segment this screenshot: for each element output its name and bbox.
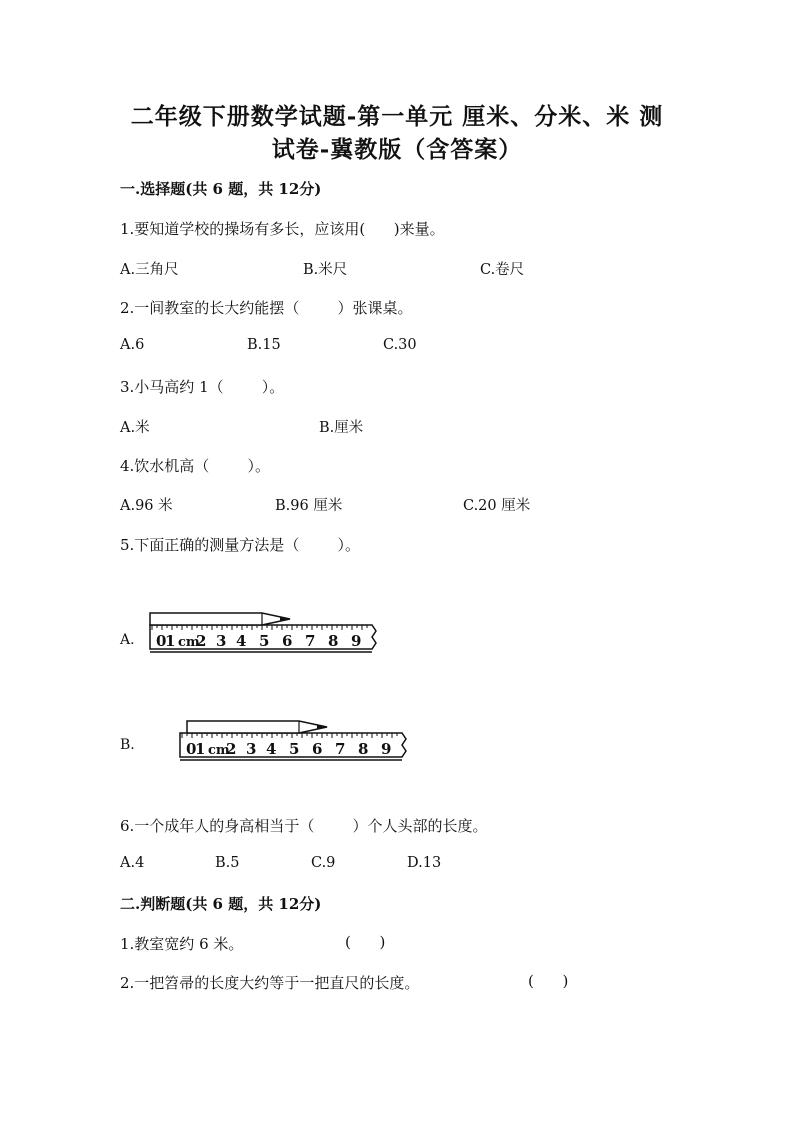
- ruler-label-a: 0: [156, 632, 167, 650]
- question-2-option-a: A.6: [120, 337, 145, 353]
- ruler-label-a: 7: [305, 632, 316, 650]
- ruler-label-b: 0: [186, 740, 197, 758]
- question-2-option-c: C.30: [383, 337, 417, 353]
- ruler-label-a: 2: [196, 632, 207, 650]
- ruler-label-b: 9: [381, 740, 392, 758]
- question-2: 2.一间教室的长大约能摆（ ）张课桌。: [120, 299, 413, 317]
- question-3-option-b: B.厘米: [319, 420, 364, 436]
- question-1-option-b: B.米尺: [303, 262, 348, 278]
- ruler-diagram-a: [140, 605, 400, 665]
- ruler-label-a: 9: [351, 632, 362, 650]
- ruler-label-b: 6: [312, 740, 323, 758]
- ruler-label-b: 5: [289, 740, 300, 758]
- section-heading-choice: 一.选择题(共 6 题，共 12分): [120, 180, 322, 198]
- ruler-label-a: 1: [165, 632, 176, 650]
- question-6-option-d: D.13: [407, 855, 442, 871]
- question-4-option-c: C.20 厘米: [463, 498, 531, 514]
- question-4-option-a: A.96 米: [120, 498, 173, 514]
- ruler-label-a: 4: [236, 632, 247, 650]
- question-6-option-b: B.5: [215, 855, 240, 871]
- judgment-1-answer-blank: ( ): [345, 933, 386, 951]
- pencil-b: [187, 721, 327, 733]
- ruler-label-a: cm: [178, 635, 200, 650]
- question-1-option-c: C.卷尺: [480, 262, 525, 278]
- judgment-2: 2.一把笤帚的长度大约等于一把直尺的长度。: [120, 974, 420, 992]
- ruler-label-a: 3: [216, 632, 227, 650]
- ruler-diagram-b: [170, 713, 430, 773]
- question-6-option-c: C.9: [311, 855, 336, 871]
- ruler-label-b: cm: [208, 743, 230, 758]
- judgment-1: 1.教室宽约 6 米。: [120, 935, 244, 953]
- question-1-option-a: A.三角尺: [120, 262, 179, 278]
- question-6-option-a: A.4: [120, 855, 145, 871]
- question-5-option-b: B.: [120, 737, 135, 753]
- question-4-option-b: B.96 厘米: [275, 498, 343, 514]
- ruler-label-a: 8: [328, 632, 339, 650]
- ruler-label-b: 3: [246, 740, 257, 758]
- judgment-2-answer-blank: ( ): [528, 972, 569, 990]
- question-2-option-b: B.15: [247, 337, 281, 353]
- question-5: 5.下面正确的测量方法是（ ）。: [120, 536, 360, 554]
- question-4: 4.饮水机高（ ）。: [120, 457, 270, 475]
- ruler-label-b: 8: [358, 740, 369, 758]
- ruler-label-b: 2: [226, 740, 237, 758]
- ruler-label-b: 7: [335, 740, 346, 758]
- pencil-a: [150, 613, 290, 625]
- ruler-label-b: 4: [266, 740, 277, 758]
- section-heading-judgment: 二.判断题(共 6 题，共 12分): [120, 895, 322, 913]
- question-5-option-a: A.: [120, 632, 135, 648]
- question-3: 3.小马高约 1（ ）。: [120, 378, 285, 396]
- page-title-line-1: 二年级下册数学试题-第一单元 厘米、分米、米 测: [130, 103, 664, 130]
- page-title-line-2: 试卷-冀教版（含答案）: [271, 136, 523, 163]
- ruler-label-a: 5: [259, 632, 270, 650]
- ruler-label-b: 1: [195, 740, 206, 758]
- ruler-label-a: 6: [282, 632, 293, 650]
- question-3-option-a: A.米: [120, 420, 150, 436]
- question-6: 6.一个成年人的身高相当于（ ）个人头部的长度。: [120, 817, 488, 835]
- question-1: 1.要知道学校的操场有多长，应该用( )来量。: [120, 220, 445, 238]
